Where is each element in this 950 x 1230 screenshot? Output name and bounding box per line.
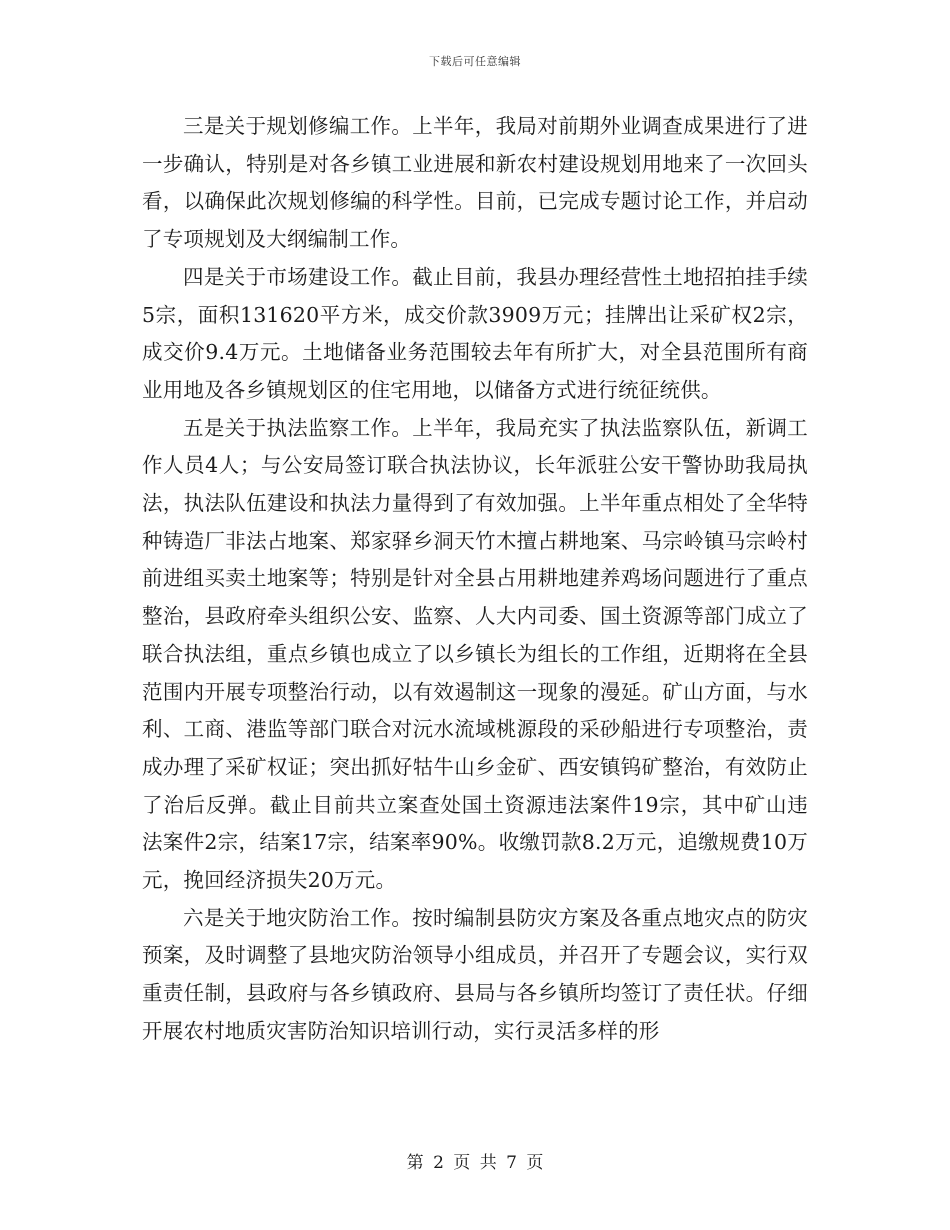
paragraph-planning: 三是关于规划修编工作。上半年，我局对前期外业调查成果进行了进一步确认，特别是对各乡镇工业进展和新农村建设规划用地来了一次回头看，以确保此次规划修编的科学性。目前，已完成专题讨论工作，并启动了专项规划及大纲编制工作。 [142,114,808,252]
paragraph-disaster-prevention: 六是关于地灾防治工作。按时编制县防灾方案及各重点地灾点的防灾预案，及时调整了县地灾防治领导小组成员，并召开了专题会议，实行双重责任制，县政府与各乡镇政府、县局与各乡镇所均签订了责任状。仔细开展农村地质灾害防治知识培训行动，实行灵活多样的形 [142,905,808,1043]
page-header: 下载后可任意编辑 [429,55,521,68]
document-body [142,108,808,1051]
paragraph-enforcement: 五是关于执法监察工作。上半年，我局充实了执法监察队伍，新调工作人员4人；与公安局签订联合执法协议，长年派驻公安干警协助我局执法，执法队伍建设和执法力量得到了有效加强。上半年重点相处了全华特种铸造厂非法占地案、郑家驿乡洞天竹木擅占耕地案、马宗岭镇马宗岭村前进组买卖土地案等；特别是针对全县占用耕地建养鸡场问题进行了重点整治，县政府牵头组织公安、监察、人大内司委、国土资源等部门成立了联合执法组，重点乡镇也成立了以乡镇长为组长的工作组，近期将在全县范围内开展专项整治行动，以有效遏制这一现象的漫延。矿山方面，与水利、工商、港监等部门联合对沅水流域桃源段的采砂船进行专项整治，责成办理了采矿权证；突出抓好牯牛山乡金矿、西安镇钨矿整治，有效防止了治后反弹。截止目前共立案查处国土资源违法案件19宗，其中矿山违法案件2宗，结案17宗，结案率90%。收缴罚款8.2万元，追缴规费10万元，挽回经济损失20万元。 [142,415,808,893]
paragraph-market: 四是关于市场建设工作。截止目前，我县办理经营性土地招拍挂手续5宗，面积131620平方米，成交价款3909万元；挂牌出让采矿权2宗，成交价9.4万元。土地储备业务范围较去年有所扩大，对全县范围所有商业用地及各乡镇规划区的住宅用地，以储备方式进行统征统供。 [142,264,808,402]
page-number: 第 2 页 共 7 页 [406,1153,544,1173]
